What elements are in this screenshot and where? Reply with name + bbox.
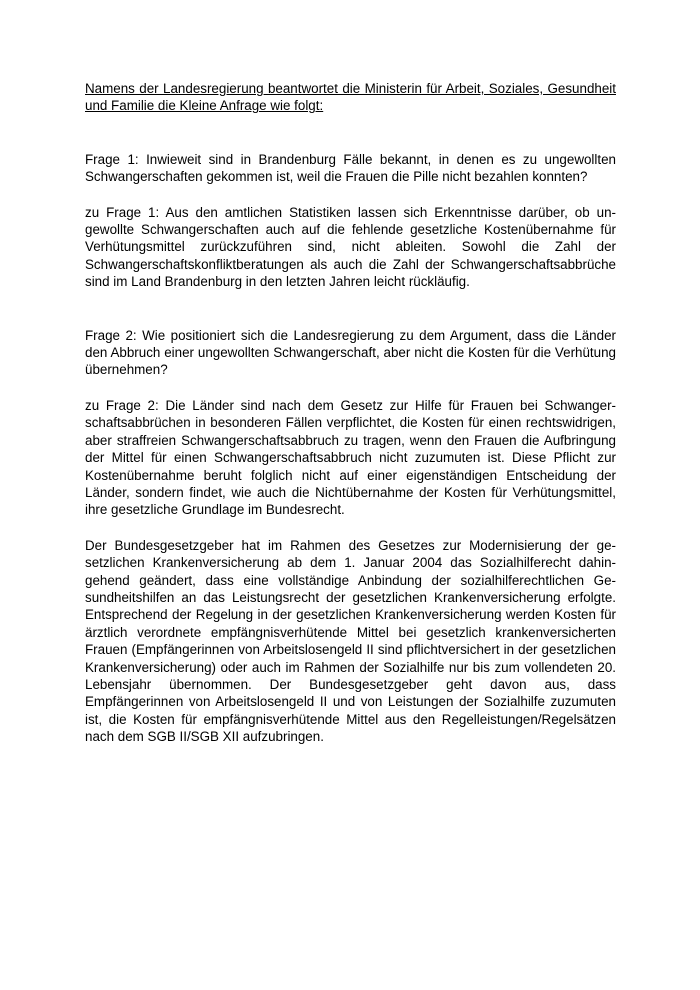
question-2: Frage 2: Wie positioniert sich die Landesregierung zu dem Argument, dass die Länder den Abbruch einer ungewollten Schwangerschaft, aber nicht die Kosten für die Verhütung übernehmen? xyxy=(85,327,616,378)
document-body xyxy=(85,80,616,746)
answer-1: zu Frage 1: Aus den amtlichen Statistiken lassen sich Erkenntnisse darüber, ob ungewollte Schwangerschaften auch auf die fehlende gesetzliche Kostenübernahme für Verhütungsmittel zurückzuführen sind, nicht ableiten. Sowohl die Zahl der Schwangerschaftskonfliktberatungen als auch die Zahl der Schwangerschaftsabbrüche sind im Land Brandenburg in den letzten Jahren leicht rückläufig. xyxy=(85,204,616,290)
intro-heading: Namens der Landesregierung beantwortet die Ministerin für Arbeit, Soziales, Gesundheit und Familie die Kleine Anfrage wie folgt: xyxy=(85,81,616,114)
answer-2-continued: Der Bundesgesetzgeber hat im Rahmen des Gesetzes zur Modernisierung der gesetzlichen Krankenversicherung ab dem 1. Januar 2004 das Sozialhilferecht dahingehend geändert, dass eine vollständige Anbindung der sozialhilferechtlichen Gesundheitshilfen an das Leistungsrecht der gesetzlichen Krankenversicherung erfolgte. Entsprechend der Regelung in der gesetzlichen Krankenversicherung werden Kosten für ärztlich verordnete empfängnisverhütende Mittel bei gesetzlich krankenversicherten Frauen (Empfängerinnen von Arbeitslosengeld II sind pflichtversichert in der gesetzlichen Krankenversicherung) oder auch im Rahmen der Sozialhilfe nur bis zum vollendeten 20. Lebensjahr übernommen. Der Bundesgesetzgeber geht davon aus, dass Empfängerinnen von Arbeitslosengeld II und von Leistungen der Sozialhilfe zuzumuten ist, die Kosten für empfängnisverhütende Mittel aus den Regelleistungen/Regelsätzen nach dem SGB II/SGB XII aufzubringen. xyxy=(85,537,616,745)
answer-2: zu Frage 2: Die Länder sind nach dem Gesetz zur Hilfe für Frauen bei Schwangerschaftsabbrüchen in besonderen Fällen verpflichtet, die Kosten für einen rechtswidrigen, aber straffreien Schwangerschaftsabbruch zu tragen, wenn den Frauen die Aufbringung der Mittel für einen Schwangerschaftsabbruch nicht zuzumuten ist. Diese Pflicht zur Kostenübernahme beruht folglich nicht auf einer eigenständigen Entscheidung der Länder, sondern findet, wie auch die Nichtübernahme der Kosten für Verhütungsmittel, ihre gesetzliche Grundlage im Bundesrecht. xyxy=(85,397,616,518)
question-1: Frage 1: Inwieweit sind in Brandenburg Fälle bekannt, in denen es zu ungewollten Schwangerschaften gekommen ist, weil die Frauen die Pille nicht bezahlen konnten? xyxy=(85,151,616,185)
